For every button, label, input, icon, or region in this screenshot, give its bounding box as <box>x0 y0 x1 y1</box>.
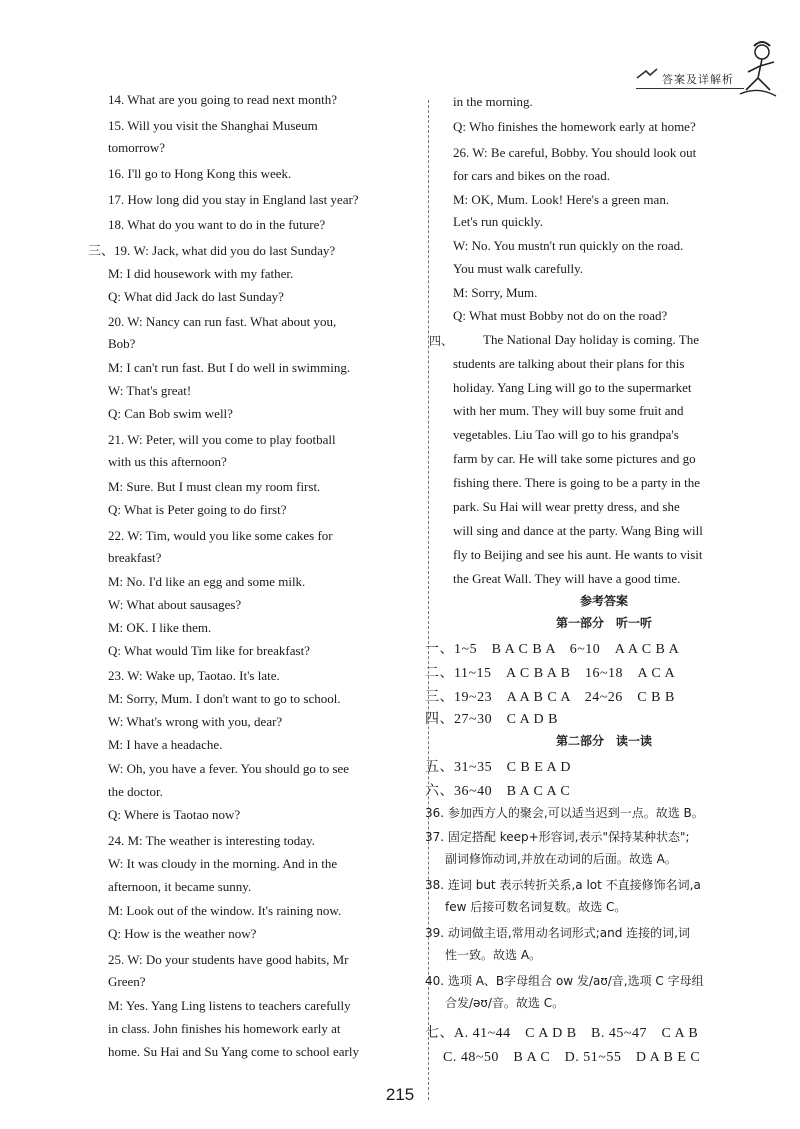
text-line: M: Sorry, Mum. I don't want to go to school. <box>108 691 341 706</box>
student-illustration-icon <box>732 38 784 108</box>
passage-line: with her mum. They will buy some fruit and <box>453 403 684 418</box>
text-line: Q: What is Peter going to do first? <box>108 502 287 517</box>
page-header <box>636 58 786 98</box>
answer-line: 一、1~5 B A C B A 6~10 A A C B A <box>425 642 680 657</box>
text-line: the doctor. <box>108 784 163 799</box>
text-line: M: Look out of the window. It's raining now. <box>108 903 342 918</box>
text-line: M: Yes. Yang Ling listens to teachers carefully <box>108 998 351 1013</box>
explanation-line: 性一致。故选 A。 <box>445 948 542 962</box>
text-line: Q: Where is Taotao now? <box>108 807 241 822</box>
text-line: Green? <box>108 974 146 989</box>
text-line: W: It was cloudy in the morning. And in the <box>108 856 338 871</box>
answer-line: C. 48~50 B A C D. 51~55 D A B E C <box>443 1050 701 1065</box>
passage-line: park. Su Hai will wear pretty dress, and she <box>453 499 680 514</box>
text-line: W: Oh, you have a fever. You should go to see <box>108 761 350 776</box>
explanation-line: 37. 固定搭配 keep+形容词,表示"保持某种状态"; <box>425 830 690 844</box>
text-line: in class. John finishes his homework early at <box>108 1021 341 1036</box>
passage-line: fly to Beijing and see his aunt. He wants to visit <box>453 547 703 562</box>
text-line: 26. W: Be careful, Bobby. You should look out <box>453 145 697 160</box>
explanation-line: 副词修饰动词,并放在动词的后面。故选 A。 <box>445 852 677 866</box>
text-line: 18. What do you want to do in the future? <box>108 217 326 232</box>
text-line: 20. W: Nancy can run fast. What about you, <box>108 314 337 329</box>
passage-line: fishing there. There is going to be a party in the <box>453 475 701 490</box>
text-line: 21. W: Peter, will you come to play football <box>108 432 336 447</box>
part1-heading: 第一部分 听一听 <box>555 616 652 630</box>
text-line: 17. How long did you stay in England last year? <box>108 192 359 207</box>
explanation-line: 38. 连词 but 表示转折关系,a lot 不直接修饰名词,a <box>425 878 701 892</box>
text-line: 14. What are you going to read next month? <box>108 92 338 107</box>
text-line: Q: How is the weather now? <box>108 926 257 941</box>
text-line: W: That's great! <box>108 383 192 398</box>
explanation-line: 合发/əʊ/音。故选 C。 <box>445 996 565 1010</box>
text-line: 24. M: The weather is interesting today. <box>108 833 315 848</box>
answer-line: 七、A. 41~44 C A D B B. 45~47 C A B <box>425 1026 699 1041</box>
passage-line: the Great Wall. They will have a good time. <box>453 571 681 586</box>
text-line: 23. W: Wake up, Taotao. It's late. <box>108 668 280 683</box>
text-line: M: OK, Mum. Look! Here's a green man. <box>453 192 670 207</box>
text-line: M: OK. I like them. <box>108 620 212 635</box>
text-line: M: I did housework with my father. <box>108 266 294 281</box>
answer-line: 二、11~15 A C B A B 16~18 A C A <box>425 666 676 681</box>
passage-line: holiday. Yang Ling will go to the supermarket <box>453 380 692 395</box>
text-line: breakfast? <box>108 550 162 565</box>
text-line: Q: What did Jack do last Sunday? <box>108 289 284 304</box>
text-line: Bob? <box>108 336 136 351</box>
answer-line: 六、36~40 B A C A C <box>425 784 571 799</box>
explanation-line: 36. 参加西方人的聚会,可以适当迟到一点。故选 B。 <box>425 806 704 820</box>
page-number: 215 <box>385 1085 415 1104</box>
text-line: afternoon, it became sunny. <box>108 879 252 894</box>
text-line: 22. W: Tim, would you like some cakes for <box>108 528 333 543</box>
answers-title: 参考答案 <box>579 594 628 608</box>
text-line: 三、19. W: Jack, what did you do last Sunday? <box>88 243 336 258</box>
part2-heading: 第二部分 读一读 <box>555 734 652 748</box>
text-line: for cars and bikes on the road. <box>453 168 611 183</box>
text-line: Q: Can Bob swim well? <box>108 406 233 421</box>
text-line: 15. Will you visit the Shanghai Museum <box>108 118 318 133</box>
text-line: Let's run quickly. <box>453 214 543 229</box>
text-line: W: What about sausages? <box>108 597 242 612</box>
text-line: 16. I'll go to Hong Kong this week. <box>108 166 292 181</box>
explanation-line: 39. 动词做主语,常用动名词形式;and 连接的词,词 <box>425 926 690 940</box>
header-rule <box>636 88 744 89</box>
passage-line: will sing and dance at the party. Wang Bing will <box>453 523 703 538</box>
text-line: M: No. I'd like an egg and some milk. <box>108 574 306 589</box>
passage-line: farm by car. He will take some pictures and go <box>453 451 696 466</box>
text-line: Q: What would Tim like for breakfast? <box>108 643 310 658</box>
text-line: W: No. You mustn't run quickly on the road. <box>453 238 684 253</box>
text-line: You must walk carefully. <box>453 261 583 276</box>
pen-icon <box>636 68 658 80</box>
explanation-line: 40. 选项 A、B字母组合 ow 发/aʊ/音,选项 C 字母组 <box>425 974 704 988</box>
text-line: M: Sure. But I must clean my room first. <box>108 479 321 494</box>
passage-line: The National Day holiday is coming. The <box>483 332 700 347</box>
text-line: M: I can't run fast. But I do well in swimming. <box>108 360 351 375</box>
passage-line: vegetables. Liu Tao will go to his grandpa's <box>453 427 679 442</box>
passage-line: students are talking about their plans for this <box>453 356 685 371</box>
text-line: Q: What must Bobby not do on the road? <box>453 308 668 323</box>
column-divider <box>428 100 429 1100</box>
text-line: M: I have a headache. <box>108 737 223 752</box>
explanation-line: few 后接可数名词复数。故选 C。 <box>445 900 627 914</box>
text-line: in the morning. <box>453 94 533 109</box>
text-line: W: What's wrong with you, dear? <box>108 714 283 729</box>
text-line: with us this afternoon? <box>108 454 227 469</box>
answer-line: 三、19~23 A A B C A 24~26 C B B <box>425 690 675 705</box>
header-title: 答案及详解析 <box>662 73 734 86</box>
text-line: tomorrow? <box>108 140 166 155</box>
section-marker: 四、 <box>429 334 454 348</box>
text-line: M: Sorry, Mum. <box>453 285 538 300</box>
text-line: home. Su Hai and Su Yang come to school early <box>108 1044 359 1059</box>
text-line: 25. W: Do your students have good habits, Mr <box>108 952 349 967</box>
text-line: Q: Who finishes the homework early at home? <box>453 119 696 134</box>
answer-line: 四、27~30 C A D B <box>425 712 558 727</box>
answer-line: 五、31~35 C B E A D <box>425 760 571 775</box>
